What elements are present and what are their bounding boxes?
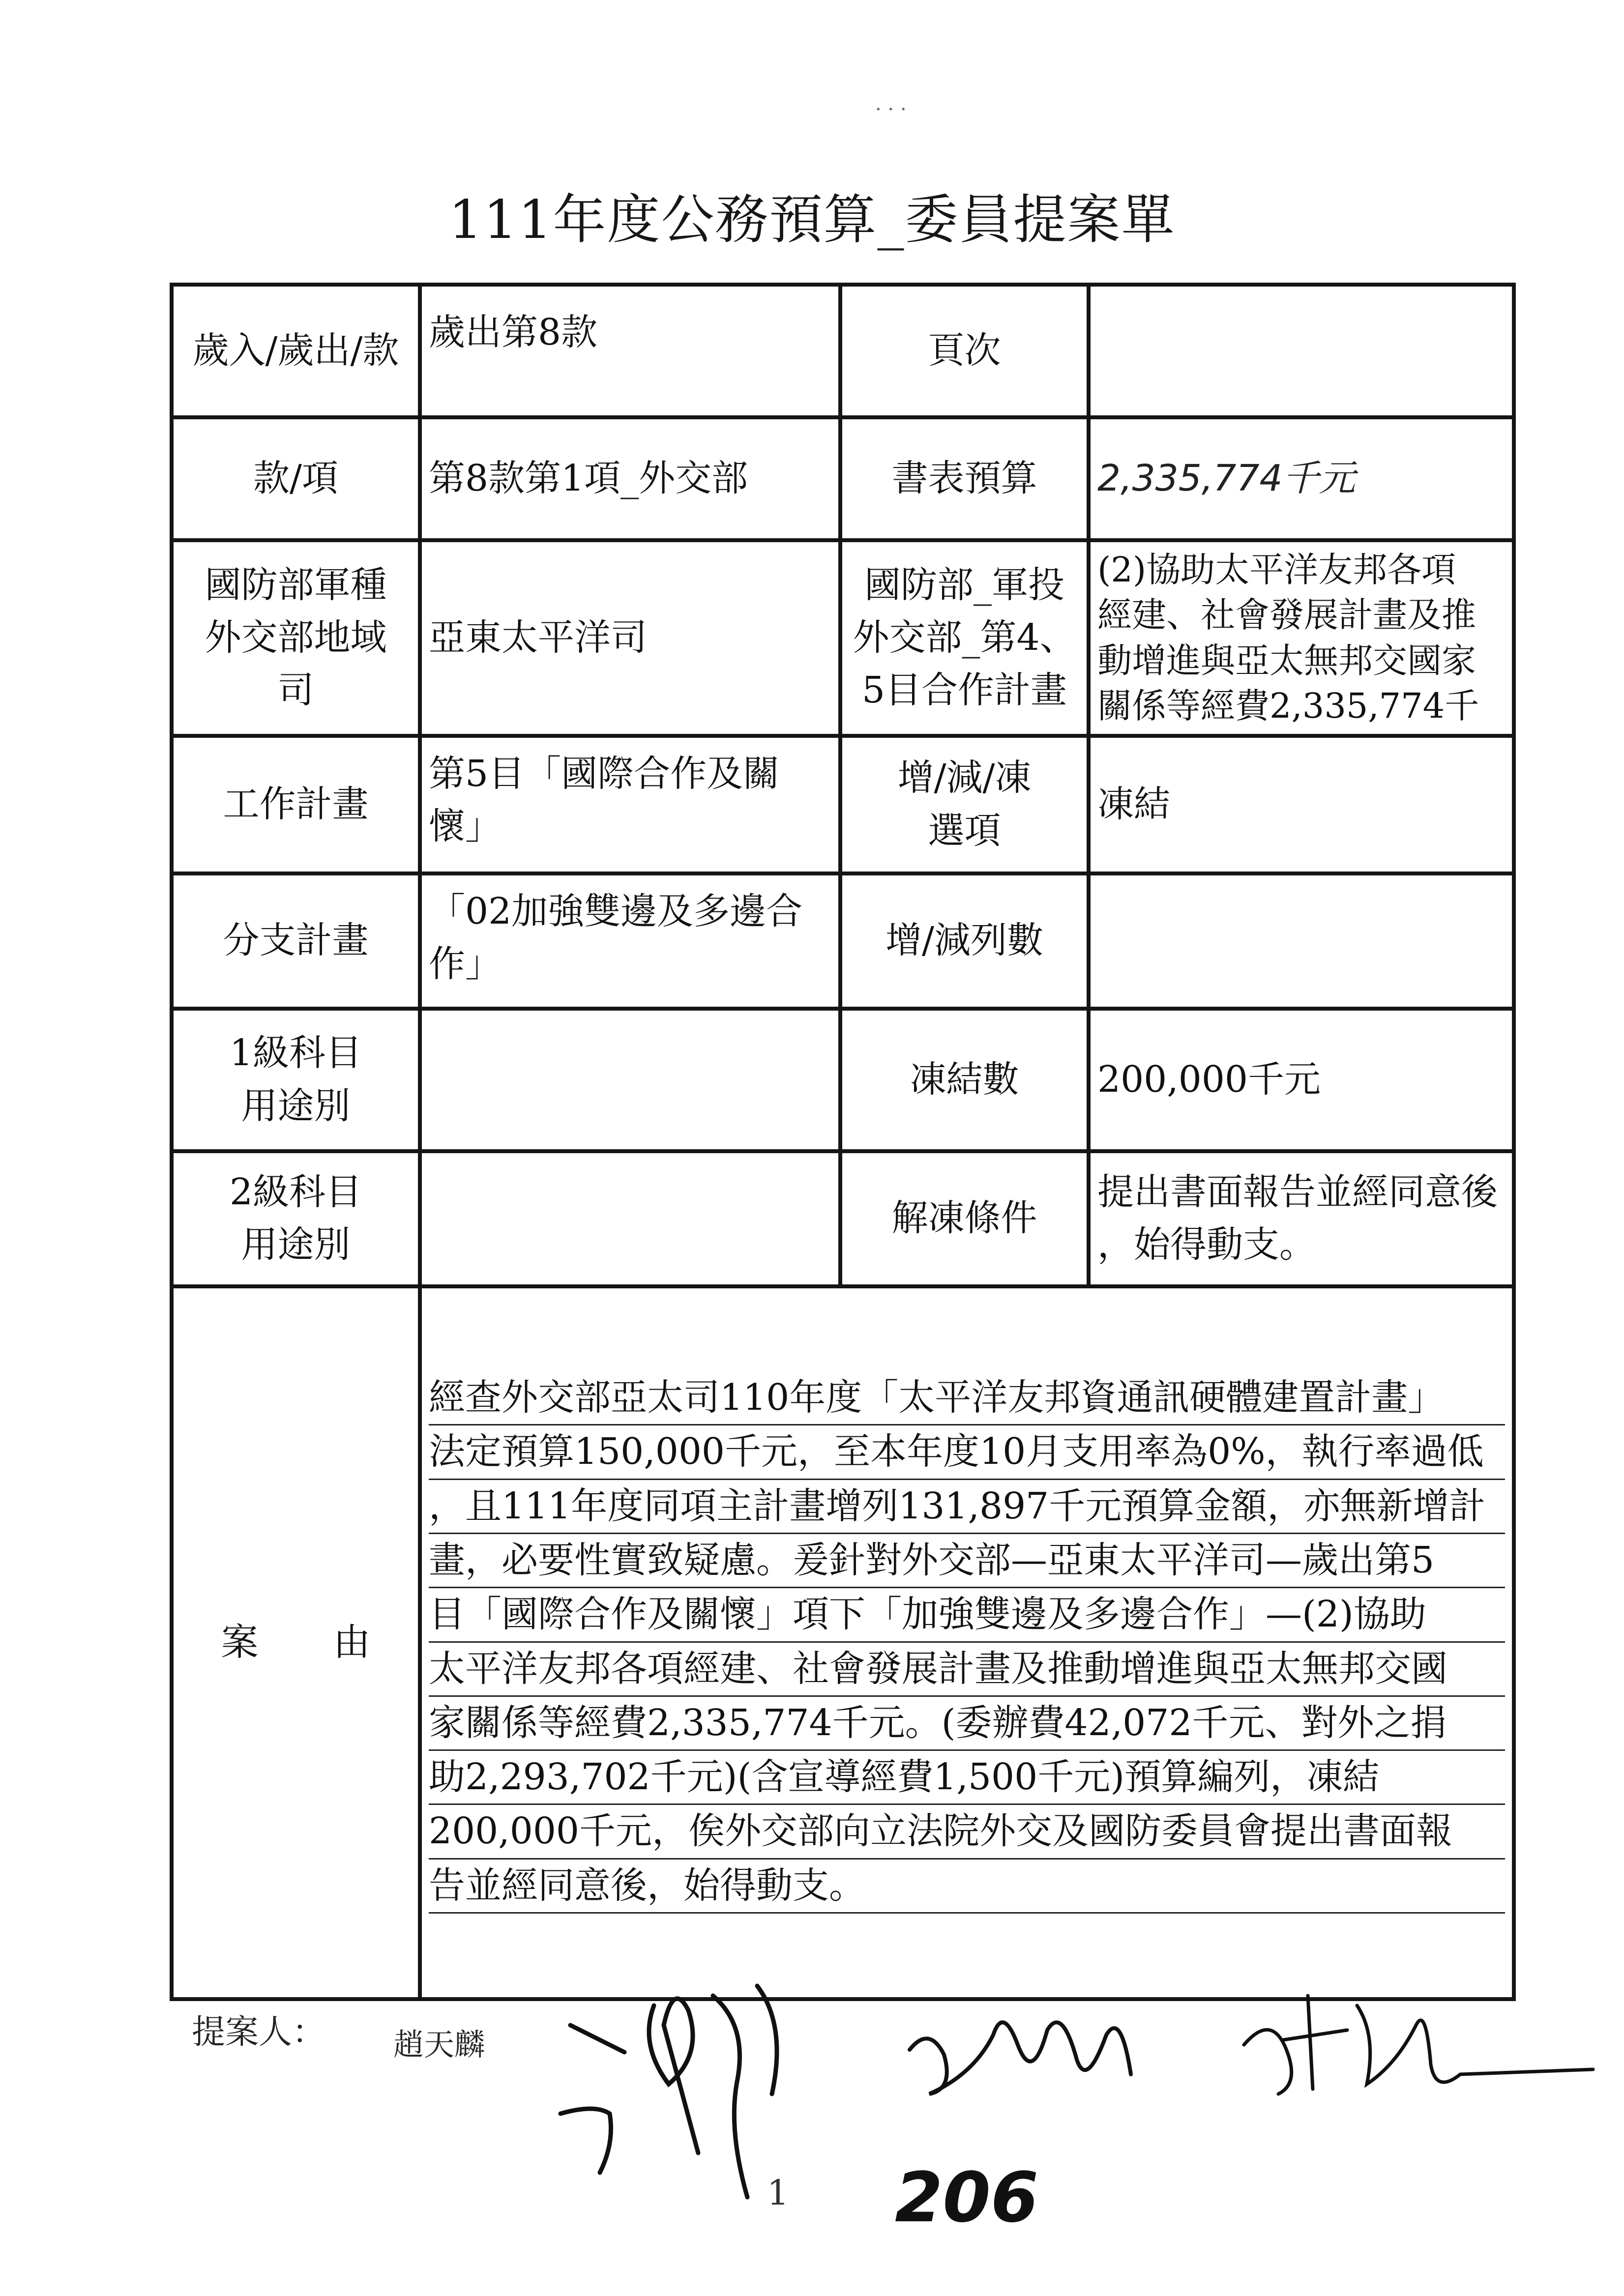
label-department-line: 外交部地域 bbox=[205, 616, 387, 659]
label-budget-type: 歲入/歲出/款 bbox=[172, 285, 420, 417]
value-branch-plan-line: 作」 bbox=[429, 942, 502, 985]
page-title: 111年度公務預算_委員提案單 bbox=[448, 189, 1176, 251]
value-branch-plan bbox=[420, 873, 840, 1009]
value-adjust-option: 凍結 bbox=[1089, 736, 1514, 873]
row-section-item bbox=[172, 417, 1514, 540]
value-unfreeze-condition bbox=[1089, 1151, 1514, 1286]
label-level2-line: 2級科目 bbox=[229, 1170, 362, 1213]
value-unfreeze-line: 提出書面報告並經同意後 bbox=[1097, 1170, 1498, 1213]
value-cooperation-line: (2)協助太平洋友邦各項 bbox=[1097, 550, 1456, 590]
label-statement-budget: 書表預算 bbox=[840, 417, 1089, 540]
label-level1-line: 1級科目 bbox=[229, 1032, 362, 1075]
label-department-line: 司 bbox=[277, 669, 314, 712]
label-page: 頁次 bbox=[840, 285, 1089, 417]
row-level2-subject bbox=[172, 1151, 1514, 1286]
label-cooperation-plan bbox=[840, 540, 1089, 736]
value-work-plan-line: 第5目「國際合作及關 bbox=[429, 752, 780, 795]
value-cooperation-plan bbox=[1089, 540, 1514, 736]
reason-line: 助2,293,702千元)(含宣導經費1,500千元)預算編列，凍結 bbox=[429, 1751, 1505, 1805]
value-adjust-amount bbox=[1089, 873, 1514, 1009]
row-branch-plan bbox=[172, 873, 1514, 1009]
label-work-plan: 工作計畫 bbox=[172, 736, 420, 873]
signature-2 bbox=[900, 1976, 1155, 2123]
value-unfreeze-line: ，始得動支。 bbox=[1097, 1223, 1316, 1266]
scan-dots: · · · bbox=[875, 98, 907, 121]
row-department bbox=[172, 540, 1514, 736]
reason-line: ，且111年度同項主計畫增列131,897千元預算金額，亦無新增計 bbox=[429, 1480, 1505, 1534]
label-adjust-option bbox=[840, 736, 1089, 873]
value-statement-budget: 2,335,774千元 bbox=[1089, 417, 1514, 540]
label-level1-line: 用途別 bbox=[241, 1084, 351, 1127]
row-budget-type bbox=[172, 285, 1514, 417]
handwritten-page-number: 206 bbox=[895, 2158, 1039, 2238]
value-budget-type: 歲出第8款 bbox=[420, 285, 840, 417]
reason-line: 目「國際合作及關懷」項下「加強雙邊及多邊合作」—(2)協助 bbox=[429, 1588, 1505, 1642]
label-cooperation-line: 5目合作計畫 bbox=[861, 669, 1067, 712]
label-adjust-amount: 增/減列數 bbox=[840, 873, 1089, 1009]
label-cooperation-line: 外交部_第4、 bbox=[853, 616, 1076, 659]
value-work-plan bbox=[420, 736, 840, 873]
reason-text bbox=[420, 1286, 1514, 1999]
proposer-label: 提案人： bbox=[192, 2013, 326, 2052]
value-frozen-amount: 200,000千元 bbox=[1089, 1009, 1514, 1151]
reason-line: 法定預算150,000千元，至本年度10月支用率為0%，執行率過低 bbox=[429, 1425, 1505, 1480]
value-work-plan-line: 懷」 bbox=[429, 805, 502, 847]
reason-line: 告並經同意後，始得動支。 bbox=[429, 1860, 1505, 1914]
value-cooperation-line: 關係等經費2,335,774千 bbox=[1097, 686, 1479, 727]
row-reason bbox=[172, 1286, 1514, 1999]
label-adjust-option-line: 選項 bbox=[928, 809, 1001, 852]
reason-line: 太平洋友邦各項經建、社會發展計畫及推動增進與亞太無邦交國 bbox=[429, 1643, 1505, 1697]
label-department bbox=[172, 540, 420, 736]
value-branch-plan-line: 「02加強雙邊及多邊合 bbox=[429, 890, 803, 932]
label-adjust-option-line: 增/減/凍 bbox=[897, 756, 1032, 799]
row-work-plan bbox=[172, 736, 1514, 873]
page-number: 1 bbox=[767, 2173, 789, 2213]
label-level1-subject bbox=[172, 1009, 420, 1151]
reason-line: 畫，必要性實致疑慮。爰針對外交部—亞東太平洋司—歲出第5 bbox=[429, 1534, 1505, 1588]
value-level2-subject bbox=[420, 1151, 840, 1286]
label-branch-plan: 分支計畫 bbox=[172, 873, 420, 1009]
value-section-item: 第8款第1項_外交部 bbox=[420, 417, 840, 540]
value-cooperation-line: 經建、社會發展計畫及推 bbox=[1097, 595, 1476, 636]
row-level1-subject bbox=[172, 1009, 1514, 1151]
value-page bbox=[1089, 285, 1514, 417]
reason-line: 200,000千元，俟外交部向立法院外交及國防委員會提出書面報 bbox=[429, 1805, 1505, 1859]
label-cooperation-line: 國防部_軍投 bbox=[864, 563, 1064, 606]
label-unfreeze-condition: 解凍條件 bbox=[840, 1151, 1089, 1286]
label-frozen-amount: 凍結數 bbox=[840, 1009, 1089, 1151]
signature-1 bbox=[541, 1966, 885, 2222]
reason-line: 經查外交部亞太司110年度「太平洋友邦資通訊硬體建置計畫」 bbox=[429, 1371, 1505, 1425]
label-department-line: 國防部軍種 bbox=[205, 563, 387, 606]
proposal-form-table bbox=[170, 283, 1516, 2001]
value-cooperation-line: 動增進與亞太無邦交國家 bbox=[1097, 640, 1476, 681]
label-reason: 案 由 bbox=[172, 1286, 420, 1999]
value-department: 亞東太平洋司 bbox=[420, 540, 840, 736]
label-section-item: 款/項 bbox=[172, 417, 420, 540]
signature-3 bbox=[1229, 1966, 1603, 2114]
reason-line: 家關係等經費2,335,774千元。(委辦費42,072千元、對外之捐 bbox=[429, 1697, 1505, 1751]
label-level2-line: 用途別 bbox=[241, 1223, 351, 1266]
proposer-name: 趙天麟 bbox=[393, 2027, 485, 2063]
value-level1-subject bbox=[420, 1009, 840, 1151]
label-level2-subject bbox=[172, 1151, 420, 1286]
